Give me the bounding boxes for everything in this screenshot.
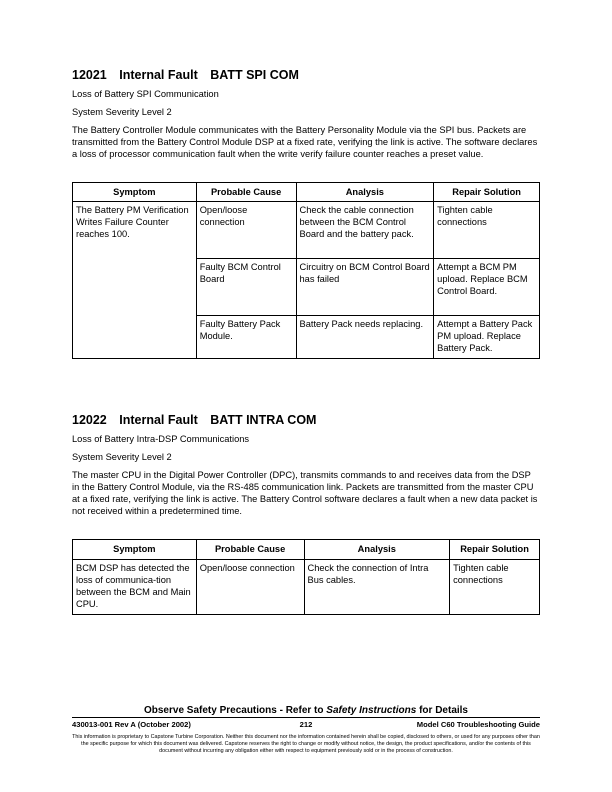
fault-code: 12022	[72, 413, 107, 427]
cause-cell: Faulty BCM Control Board	[196, 259, 296, 316]
symptom-cell: The Battery PM Verification Writes Failure Counter reaches 100.	[73, 202, 197, 359]
header-probable-cause: Probable Cause	[196, 540, 304, 560]
fault-type: Internal Fault	[119, 68, 198, 82]
header-symptom: Symptom	[73, 540, 197, 560]
analysis-cell: Battery Pack needs replacing.	[296, 316, 434, 359]
fault-section-12021	[72, 68, 540, 359]
fault-name: BATT SPI COM	[210, 68, 299, 82]
table-row	[73, 202, 540, 259]
fault-heading	[72, 68, 540, 82]
severity-level: System Severity Level 2	[72, 107, 172, 117]
header-repair-solution: Repair Solution	[450, 540, 540, 560]
fault-code: 12021	[72, 68, 107, 82]
solution-cell: Attempt a BCM PM upload. Replace BCM Control Board.	[434, 259, 540, 316]
header-analysis: Analysis	[296, 183, 434, 202]
footer-divider	[72, 717, 540, 718]
severity-level: System Severity Level 2	[72, 452, 172, 462]
table-header-row	[73, 183, 540, 202]
analysis-cell: Check the cable connection between the BCM Control Board and the battery pack.	[296, 202, 434, 259]
troubleshooting-table	[72, 182, 540, 359]
safety-notice	[0, 705, 612, 716]
solution-cell: Tighten cable connections	[450, 560, 540, 615]
fault-heading	[72, 413, 540, 427]
page-number: 212	[299, 720, 313, 729]
fault-subtitle: Loss of Battery SPI Communication	[72, 89, 219, 99]
header-symptom: Symptom	[73, 183, 197, 202]
fault-name: BATT INTRA COM	[210, 413, 317, 427]
safety-notice-suffix: for Details	[419, 705, 468, 716]
table-row	[73, 560, 540, 615]
safety-notice-italic: Safety Instructions	[326, 705, 417, 716]
proprietary-disclaimer: This information is proprietary to Capstone Turbine Corporation. Neither this document nor the information contained herein shall be copied, disclosed to others, or used for any purposes other than the specific purpose for which this document was delivered. Capstone reserves the right to change or modify without notice, the design, the product specifications, and/or the contents of this document without incurring any obligation either with respect to equipment previously sold or in the process of construction.	[72, 734, 540, 754]
fault-description: The master CPU in the Digital Power Controller (DPC), transmits commands to and receives data from the DSP in the Battery Control Module, via the RS-485 communication link. Packets are transmitted from the master CPU at a fixed rate, verifying the link is active. The Battery Control software declares a fault when a new data packet is not received within a predetermined time.	[72, 470, 538, 516]
analysis-cell: Check the connection of Intra Bus cables.	[304, 560, 450, 615]
solution-cell: Tighten cable connections	[434, 202, 540, 259]
doc-title: Model C60 Troubleshooting Guide	[416, 720, 540, 729]
header-analysis: Analysis	[304, 540, 450, 560]
troubleshooting-table	[72, 539, 540, 615]
cause-cell: Faulty Battery Pack Module.	[196, 316, 296, 359]
analysis-cell: Circuitry on BCM Control Board has failed	[296, 259, 434, 316]
doc-number: 430013-001 Rev A (October 2002)	[72, 720, 191, 729]
fault-section-12022	[72, 413, 540, 615]
cause-cell: Open/loose connection	[196, 202, 296, 259]
fault-subtitle: Loss of Battery Intra-DSP Communications	[72, 434, 250, 444]
header-probable-cause: Probable Cause	[196, 183, 296, 202]
symptom-cell: BCM DSP has detected the loss of communica-tion between the BCM and Main CPU.	[73, 560, 197, 615]
header-repair-solution: Repair Solution	[434, 183, 540, 202]
solution-cell: Attempt a Battery Pack PM upload. Replace Battery Pack.	[434, 316, 540, 359]
table-header-row	[73, 540, 540, 560]
fault-description: The Battery Controller Module communicates with the Battery Personality Module via the SPI bus. Packets are transmitted from the Battery Control Module DSP at a fixed rate, verifying the link is active. The software declares a loss of processor communication fault when the write verify failure counter reaches a preset value.	[72, 125, 538, 159]
fault-type: Internal Fault	[119, 413, 198, 427]
cause-cell: Open/loose connection	[196, 560, 304, 615]
safety-notice-prefix: Observe Safety Precautions - Refer to	[143, 705, 324, 716]
